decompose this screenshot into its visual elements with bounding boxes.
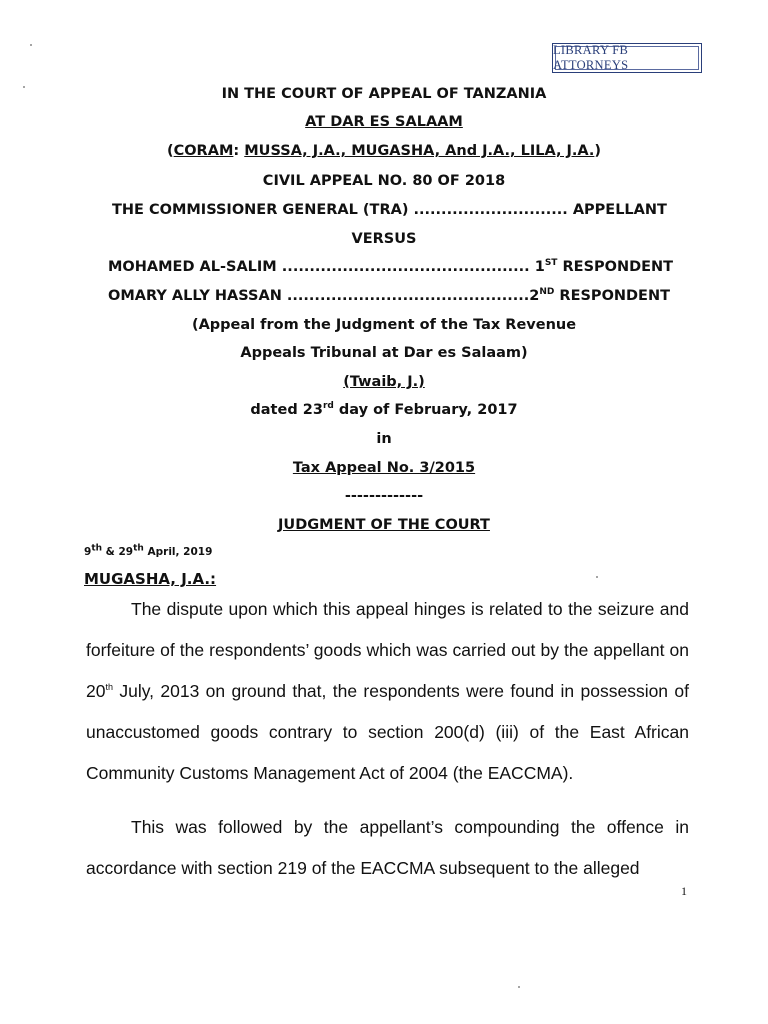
appellant-name: THE COMMISSIONER GENERAL (TRA): [112, 202, 409, 218]
coram-label: CORAM: [173, 143, 234, 159]
trial-judge: (Twaib, J.): [343, 374, 425, 390]
dated-pre: dated 23: [250, 402, 323, 418]
coram-close: ): [594, 143, 602, 159]
paragraph-1-text-b: July, 2013 on ground that, the respondents were found in possession of unaccustomed goods contrary to section 200(d) (iii) of the East African Community Customs Management Act of 2004 (the EACCMA).: [86, 681, 689, 783]
dated-line: [0, 402, 768, 418]
versus-label: VERSUS: [351, 231, 417, 247]
hearing-sup-2: th: [133, 543, 144, 554]
scan-speck: [518, 986, 520, 988]
court-location: AT DAR ES SALAAM: [305, 114, 463, 130]
hearing-day-1: 9: [84, 546, 92, 558]
respondent-1-line: [108, 259, 673, 275]
respondent-2-name: OMARY ALLY HASSAN: [108, 288, 282, 304]
hearing-sup-1: th: [91, 543, 103, 554]
respondent-1-dots: .............................................: [276, 259, 535, 275]
appellant-role: APPELLANT: [572, 202, 667, 218]
coram-judges: MUSSA, J.A., MUGASHA, And J.A., LILA, J.A.: [244, 143, 595, 159]
case-number: CIVIL APPEAL NO. 80 OF 2018: [262, 173, 506, 189]
in-label: in: [376, 431, 392, 447]
tax-appeal-number: Tax Appeal No. 3/2015: [292, 460, 476, 476]
paragraph-1: [86, 589, 689, 794]
scan-speck: [596, 576, 598, 578]
appellant-dots: ............................: [408, 202, 573, 218]
respondent-1-sup: ST: [544, 258, 558, 269]
coram-colon: :: [233, 143, 245, 159]
respondent-1-name: MOHAMED AL-SALIM: [108, 259, 277, 275]
respondent-2-sup: ND: [539, 287, 555, 298]
judgment-title: JUDGMENT OF THE COURT: [278, 517, 490, 533]
paragraph-2: This was followed by the appellant’s compounding the offence in accordance with section 219 of the EACCMA subsequent to the alleged: [86, 817, 689, 878]
respondent-1-num: 1: [534, 259, 545, 275]
page-number: 1: [681, 884, 687, 898]
scan-speck: [23, 86, 25, 88]
appeal-from-line-1: (Appeal from the Judgment of the Tax Revenue: [191, 317, 577, 333]
hearing-post: April, 2019: [143, 546, 213, 558]
respondent-1-role: RESPONDENT: [557, 259, 674, 275]
hearing-mid: & 29: [102, 546, 134, 558]
dated-sup: rd: [322, 401, 334, 412]
judge-name: MUGASHA, J.A.:: [84, 570, 217, 588]
hearing-dates: [84, 543, 213, 558]
respondent-2-line: [108, 288, 670, 304]
court-heading: IN THE COURT OF APPEAL OF TANZANIA: [221, 86, 547, 102]
appeal-from-line-2: Appeals Tribunal at Dar es Salaam): [240, 345, 528, 361]
dated-post: day of February, 2017: [333, 402, 518, 418]
coram-line: [0, 143, 768, 159]
respondent-2-role: RESPONDENT: [554, 288, 670, 304]
coram-open: (: [166, 143, 174, 159]
respondent-2-num: 2: [529, 288, 540, 304]
respondent-2-dots: ............................................: [281, 288, 530, 304]
appellant-line: [112, 202, 667, 218]
scan-speck: [30, 44, 32, 46]
library-stamp: LIBRARY FB ATTORNEYS: [552, 43, 702, 73]
paragraph-1-text-a: The dispute upon which this appeal hinges is related to the seizure and forfeiture of the respondents’ goods which was carried out by the appellant on 20: [86, 599, 689, 701]
separator: -------------: [344, 488, 424, 504]
paragraph-1-sup: th: [105, 682, 113, 693]
